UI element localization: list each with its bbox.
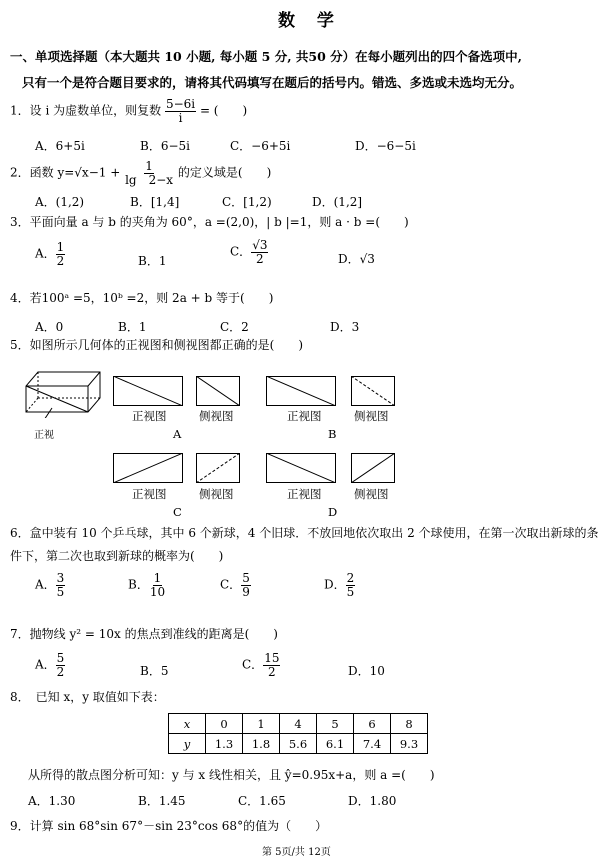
table-cell: 0 xyxy=(206,714,243,734)
option-d-label[interactable]: D xyxy=(328,505,338,519)
view-a-side-caption: 侧视图 xyxy=(199,409,234,423)
q3-option-c[interactable]: C． $\frac{√3}{2}$ xyxy=(230,238,268,266)
q6-option-b[interactable]: B． $\frac{1}{10}$ xyxy=(128,571,166,599)
q4-option-b[interactable]: B．1 xyxy=(118,320,147,334)
q7-stem: 7．抛物线 y² = 10x 的焦点到准线的距离是( ) xyxy=(10,627,278,641)
q6-stem-line1: 6．盒中装有 10 个乒乓球，其中 6 个新球，4 个旧球．不放回地依次取出 2 个球使用，在第一次取出新球的条 xyxy=(10,526,599,540)
q6-option-a[interactable]: A． $\frac{3}{5}$ xyxy=(35,571,65,599)
q1-option-a[interactable]: A．6+5i xyxy=(35,139,85,153)
q1-option-c[interactable]: C．−6+5i xyxy=(230,139,291,153)
view-c-front-caption: 正视图 xyxy=(132,487,167,501)
q5-stem: 5．如图所示几何体的正视图和侧视图都正确的是( ) xyxy=(10,338,304,352)
q1-option-d[interactable]: D．−6−5i xyxy=(355,139,416,153)
xy-value-table xyxy=(168,713,428,754)
view-b-front xyxy=(266,376,336,406)
q8-option-d[interactable]: D．1.80 xyxy=(348,794,397,808)
table-cell: 5 xyxy=(317,714,354,734)
q8-option-c[interactable]: C．1.65 xyxy=(238,794,286,808)
view-d-front-caption: 正视图 xyxy=(287,487,322,501)
q4-option-c[interactable]: C．2 xyxy=(220,320,249,334)
q2-option-a[interactable]: A．(1,2) xyxy=(35,195,85,209)
table-cell: 6 xyxy=(354,714,391,734)
table-row-y xyxy=(169,734,428,754)
q4-stem: 4．若100ᵃ =5，10ᵇ =2，则 2a + b 等于( ) xyxy=(10,291,274,305)
table-cell: 1 xyxy=(243,714,280,734)
q1-stem: 1．设 i 为虚数单位，则复数 $\frac{5-6i}{i}$ = ( ) xyxy=(10,97,248,125)
view-b-front-caption: 正视图 xyxy=(287,409,322,423)
table-head-y: y xyxy=(169,734,206,754)
view-d-front xyxy=(266,453,336,483)
q3-option-a[interactable]: A． $\frac{1}{2}$ xyxy=(35,240,65,268)
q2-option-c[interactable]: C．[1,2) xyxy=(222,195,272,209)
option-c-label[interactable]: C xyxy=(173,505,182,519)
q1-option-b[interactable]: B．6−5i xyxy=(140,139,190,153)
view-b-side-caption: 侧视图 xyxy=(354,409,389,423)
table-cell: 7.4 xyxy=(354,734,391,754)
table-cell: 8 xyxy=(391,714,428,734)
q3-option-b[interactable]: B．1 xyxy=(138,254,167,268)
q4-option-a[interactable]: A．0 xyxy=(35,320,64,334)
view-c-side-caption: 侧视图 xyxy=(199,487,234,501)
view-b-side xyxy=(351,376,395,406)
view-d-side-caption: 侧视图 xyxy=(354,487,389,501)
q2-option-b[interactable]: B．[1,4] xyxy=(130,195,180,209)
solid-label: 正视 xyxy=(34,430,54,441)
q8-option-a[interactable]: A．1.30 xyxy=(28,794,76,808)
q9-stem: 9．计算 sin 68°sin 67°－sin 23°cos 68°的值为（ ） xyxy=(10,819,328,833)
page-title: 数 学 xyxy=(278,11,342,31)
view-a-front-caption: 正视图 xyxy=(132,409,167,423)
table-cell: 1.8 xyxy=(243,734,280,754)
solid-figure xyxy=(18,368,108,418)
table-cell: 4 xyxy=(280,714,317,734)
view-c-side xyxy=(196,453,240,483)
q7-option-a[interactable]: A． $\frac{5}{2}$ xyxy=(35,651,65,679)
section-heading-line1: 一、单项选择题（本大题共 10 小题, 每小题 5 分, 共50 分）在每小题列出的四个备选项中, xyxy=(10,49,523,64)
q8-stem: 8． 已知 x，y 取值如下表： xyxy=(10,690,165,704)
view-c-front xyxy=(113,453,183,483)
q8-option-b[interactable]: B．1.45 xyxy=(138,794,186,808)
view-a-side xyxy=(196,376,240,406)
q7-option-c[interactable]: C． $\frac{15}{2}$ xyxy=(242,651,280,679)
table-head-x: x xyxy=(169,714,206,734)
q6-option-d[interactable]: D． $\frac{2}{5}$ xyxy=(324,571,355,599)
q6-option-c[interactable]: C． $\frac{5}{9}$ xyxy=(220,571,250,599)
view-d-side xyxy=(351,453,395,483)
table-cell: 9.3 xyxy=(391,734,428,754)
q3-stem: 3．平面向量 a 与 b 的夹角为 60°，a =(2,0)，| b |=1，则 a · b =( ) xyxy=(10,215,409,229)
table-cell: 5.6 xyxy=(280,734,317,754)
q2-stem: 2．函数 y=√x−1 + $\frac{1}{\lg 2-x}$ 的定义域是( ) xyxy=(10,159,272,187)
q3-option-d[interactable]: D．√3 xyxy=(338,252,375,266)
table-cell: 6.1 xyxy=(317,734,354,754)
page-footer: 第 5页/共 12页 xyxy=(262,847,331,858)
option-a-label[interactable]: A xyxy=(173,427,182,441)
table-row-x xyxy=(169,714,428,734)
q7-option-b[interactable]: B．5 xyxy=(140,664,169,678)
q8-followup: 从所得的散点图分析可知：y 与 x 线性相关，且 ŷ=0.95x+a，则 a =( ) xyxy=(28,768,435,782)
q7-option-d[interactable]: D．10 xyxy=(348,664,385,678)
option-b-label[interactable]: B xyxy=(328,427,337,441)
q6-stem-line2: 件下，第二次也取到新球的概率为( ) xyxy=(10,549,224,563)
q4-option-d[interactable]: D．3 xyxy=(330,320,360,334)
q2-option-d[interactable]: D．(1,2] xyxy=(312,195,363,209)
section-heading-line2: 只有一个是符合题目要求的，请将其代码填写在题后的括号内。错选、多选或未选均无分。 xyxy=(22,75,523,90)
view-a-front xyxy=(113,376,183,406)
table-cell: 1.3 xyxy=(206,734,243,754)
